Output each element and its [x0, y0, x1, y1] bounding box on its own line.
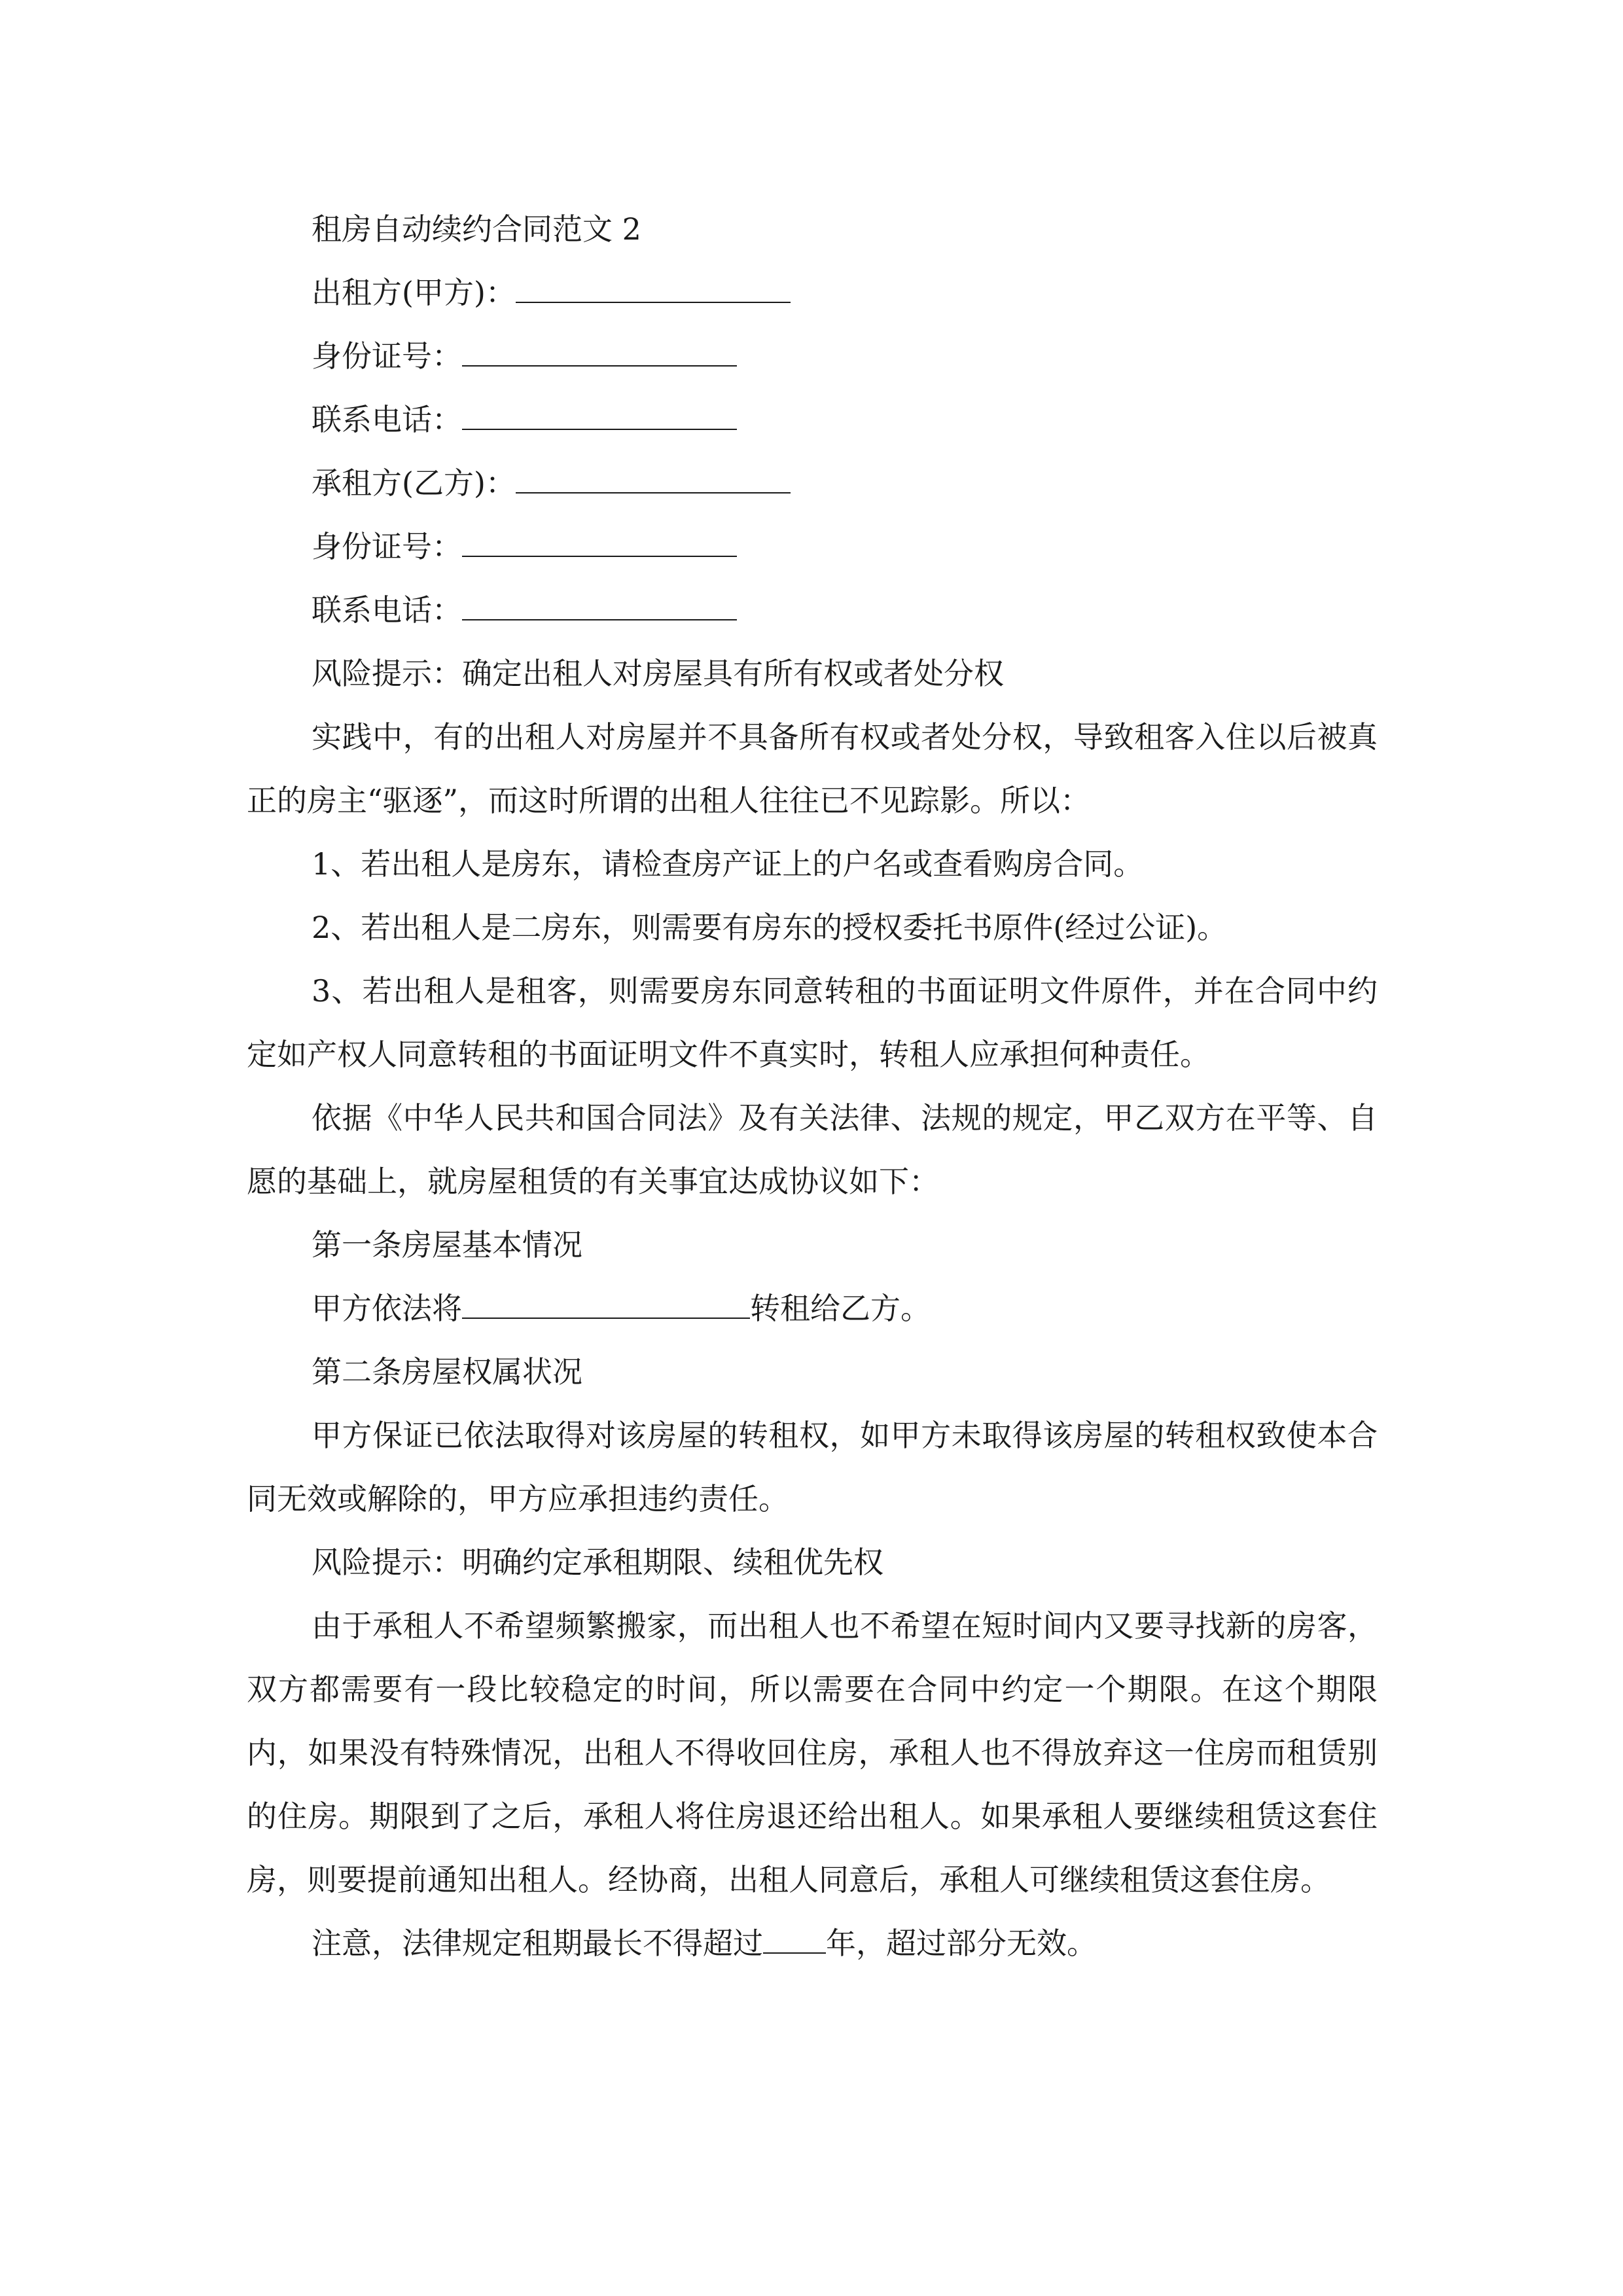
note-text-after: 年，超过部分无效。 — [826, 1926, 1097, 1961]
article-1-text — [247, 1277, 1378, 1340]
article-2-heading: 第二条房屋权属状况 — [312, 1354, 582, 1390]
basis-paragraph: 依据《中华人民共和国合同法》及有关法律、法规的规定，甲乙双方在平等、自愿的基础上，就房屋租赁的有关事宜达成协议如下： — [247, 1100, 1378, 1199]
max-years-blank[interactable] — [763, 1918, 826, 1954]
item-1: 1、若出租人是房东，请检查房产证上的户名或查看购房合同。 — [312, 846, 1144, 882]
risk-tip-ownership: 风险提示：确定出租人对房屋具有所有权或者处分权 — [312, 656, 1004, 691]
article-1-heading: 第一条房屋基本情况 — [312, 1227, 582, 1263]
item-3: 3、若出租人是租客，则需要房东同意转租的书面证明文件原件，并在合同中约定如产权人同意转租的书面证明文件不真实时，转租人应承担何种责任。 — [247, 973, 1378, 1072]
risk-tip-term: 风险提示：明确约定承租期限、续租优先权 — [312, 1545, 883, 1580]
lessee-phone-label: 联系电话： — [312, 592, 462, 628]
article-2-text: 甲方保证已依法取得对该房屋的转租权，如甲方未取得该房屋的转租权致使本合同无效或解除的，甲方应承担违约责任。 — [247, 1418, 1378, 1516]
note-text-before: 注意，法律规定租期最长不得超过 — [312, 1926, 763, 1961]
lessor-id-line — [247, 325, 1378, 388]
lessor-name-blank[interactable] — [516, 268, 791, 303]
practice-paragraph: 实践中，有的出租人对房屋并不具备所有权或者处分权，导致租客入住以后被真正的房主“驱逐”，而这时所谓的出租人往往已不见踪影。所以： — [247, 719, 1378, 818]
lessor-phone-line — [247, 388, 1378, 452]
lessee-phone-line — [247, 579, 1378, 642]
lessor-party-line — [247, 261, 1378, 325]
document-title: 租房自动续约合同范文 2 — [312, 211, 641, 247]
lessee-phone-blank[interactable] — [462, 585, 737, 620]
article-1-text-after: 转租给乙方。 — [750, 1291, 931, 1326]
lessor-id-blank[interactable] — [462, 331, 737, 367]
note-line — [247, 1912, 1378, 1975]
lessee-id-label: 身份证号： — [312, 529, 462, 564]
term-paragraph: 由于承租人不希望频繁搬家，而出租人也不希望在短时间内又要寻找新的房客，双方都需要有一段比较稳定的时间，所以需要在合同中约定一个期限。在这个期限内，如果没有特殊情况，出租人不得收回住房，承租人也不得放弃这一住房而租赁别的住房。期限到了之后，承租人将住房退还给出租人。如果承租人要继续租赁这套住房，则要提前通知出租人。经协商，出租人同意后，承租人可继续租赁这套住房。 — [247, 1608, 1378, 1897]
property-address-blank[interactable] — [462, 1283, 750, 1319]
item-2: 2、若出租人是二房东，则需要有房东的授权委托书原件(经过公证)。 — [312, 910, 1228, 945]
lessor-phone-blank[interactable] — [462, 395, 737, 430]
lessor-party-label: 出租方(甲方)： — [312, 275, 516, 310]
article-1-text-before: 甲方依法将 — [312, 1291, 462, 1326]
lessee-name-blank[interactable] — [516, 458, 791, 493]
lessor-id-label: 身份证号： — [312, 338, 462, 374]
lessee-party-label: 承租方(乙方)： — [312, 465, 516, 501]
lessee-id-blank[interactable] — [462, 522, 737, 557]
lessor-phone-label: 联系电话： — [312, 402, 462, 437]
document-body — [247, 198, 1378, 1975]
lessee-id-line — [247, 515, 1378, 579]
lessee-party-line — [247, 452, 1378, 515]
